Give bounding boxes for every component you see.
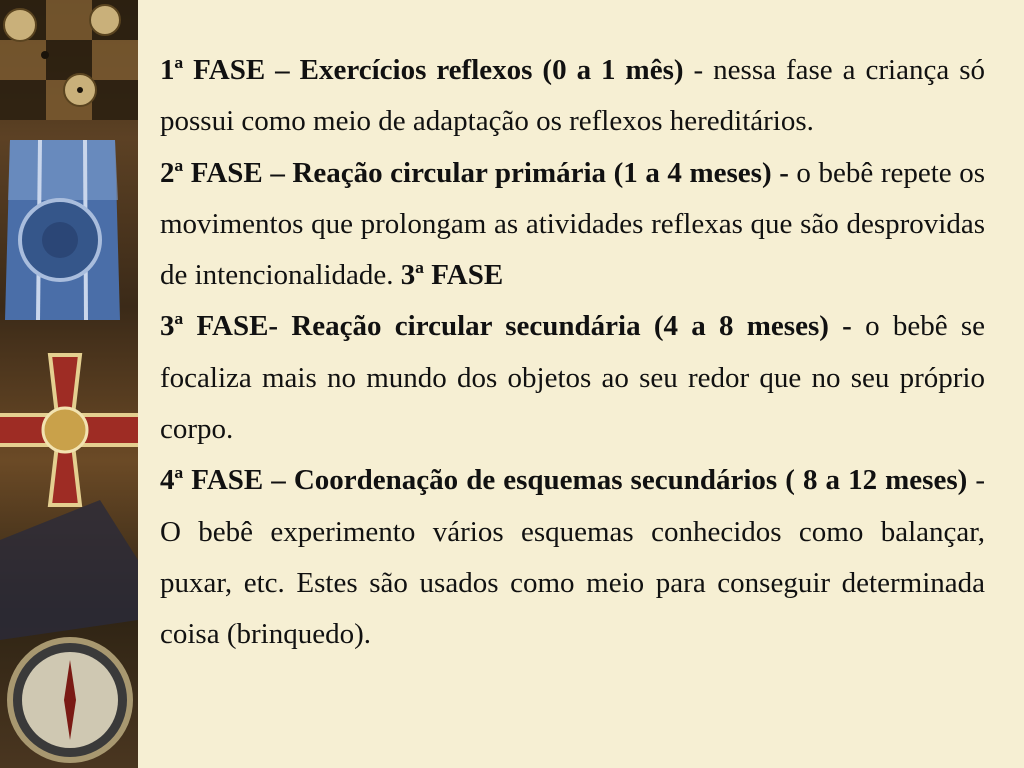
phase-1-heading: 1ª FASE – Exercícios reflexos (0 a 1 mês) <box>160 54 684 86</box>
phase-3-text: o bebê se focaliza mais no mundo dos objetos ao seu redor que no seu próprio corpo. <box>160 310 986 446</box>
phase-1-text: - nessa fase a criança só possui como meio de adaptação os reflexos hereditários. <box>160 54 985 138</box>
phase-2-heading: 2ª FASE – Reação circular primária (1 a 4 meses) - <box>160 156 789 189</box>
phase-3-heading: 3ª FASE- Reação circular secundária (4 a 8 meses) - <box>160 310 852 343</box>
main-text-block <box>160 45 985 661</box>
decorative-medal-strip <box>0 0 138 768</box>
phase-4-heading: 4ª FASE – Coordenação de esquemas secundários ( 8 a 12 meses) <box>160 464 968 497</box>
phase-3-paragraph <box>160 301 985 455</box>
phase-4-text: - O bebê experimento vários esquemas conhecidos como balançar, puxar, etc. Estes são usados como meio para conseguir determinada coisa (brinquedo). <box>160 464 985 651</box>
phase-1-paragraph <box>160 45 985 148</box>
medal-collage-image <box>0 0 138 768</box>
phase-4-paragraph <box>160 455 985 660</box>
phase-2-paragraph <box>160 148 985 302</box>
phase-2-tail: 3ª FASE <box>400 259 504 292</box>
phase-2-text: o bebê repete os movimentos que prolongam as atividades reflexas que são desprovidas de intencionalidade. <box>160 156 986 292</box>
